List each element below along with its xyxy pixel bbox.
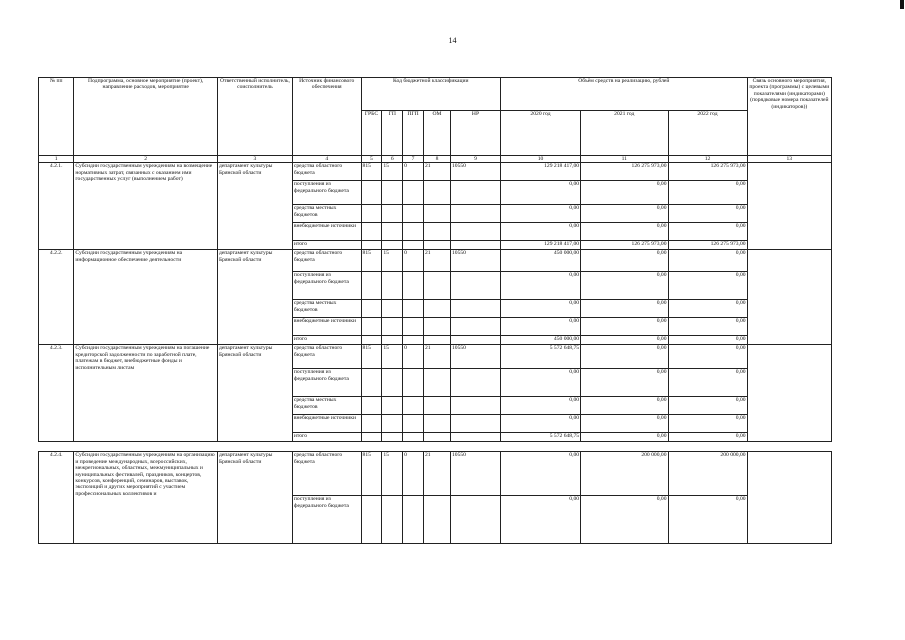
code-empty (403, 433, 424, 442)
amount-2020: 0,00 (500, 205, 580, 223)
amount-2021: 0,00 (581, 250, 668, 272)
amount-2020: 129 218 417,00 (500, 241, 580, 250)
funding-source: поступления из федерального бюджета (292, 181, 361, 205)
code-empty (423, 336, 450, 345)
amount-2021: 0,00 (581, 345, 668, 369)
index-cell: 3 (217, 156, 292, 163)
amount-2021: 0,00 (581, 415, 668, 433)
program-name: Субсидии государственным учреждениям на организацию и проведение международных, всероссийских, межрегиональных, областных, межмуниципальных и муниципальных фестивалей, праздников, концертов, конкурсов, конференций, семинаров, выставок, экспозиций и других мероприятий с участием профессиональных коллективов и (74, 452, 218, 544)
indicator-link (747, 345, 831, 442)
program-name: Субсидии государственным учреждениям на возмещение нормативных затрат, связанных с оказанием ими государственных услуг (выполнением работ) (74, 163, 218, 250)
code-empty (403, 181, 424, 205)
code-empty (423, 318, 450, 336)
amount-2020: 5 572 648,75 (500, 433, 580, 442)
amount-2020: 0,00 (500, 223, 580, 241)
code-empty (382, 336, 403, 345)
amount-2022: 0,00 (668, 345, 747, 369)
amount-2022: 0,00 (668, 433, 747, 442)
funding-source: итого (292, 433, 361, 442)
header-pgp: ПГП (403, 111, 424, 156)
table-row (39, 163, 832, 181)
row-number: 4.2.1. (39, 163, 74, 250)
executor: департамент культуры Брянской области (217, 250, 292, 345)
funding-source: средства областного бюджета (292, 452, 361, 496)
row-number: 4.2.2. (39, 250, 74, 345)
index-cell: 4 (292, 156, 361, 163)
amount-2022: 200 000,00 (668, 452, 747, 496)
indicator-link (747, 452, 831, 544)
code-empty (382, 223, 403, 241)
code-empty (450, 181, 500, 205)
code-empty (450, 433, 500, 442)
code-empty (361, 181, 382, 205)
code-empty (423, 496, 450, 544)
header-amount: Объём средств на реализацию, рублей (500, 78, 747, 111)
amount-2022: 0,00 (668, 336, 747, 345)
header-num: № пп (39, 78, 74, 156)
amount-2020: 450 000,00 (500, 336, 580, 345)
code-empty (382, 496, 403, 544)
index-cell: 5 (361, 156, 382, 163)
funding-source: средства областного бюджета (292, 345, 361, 369)
executor: департамент культуры Брянской области (217, 345, 292, 442)
code-empty (382, 181, 403, 205)
code-gp: 15 (382, 250, 403, 272)
code-empty (450, 415, 500, 433)
code-empty (450, 397, 500, 415)
row-number: 4.2.3. (39, 345, 74, 442)
header-year-2022: 2022 год (668, 111, 747, 156)
code-empty (361, 496, 382, 544)
code-grbs: 815 (361, 250, 382, 272)
code-empty (403, 205, 424, 223)
amount-2021: 126 275 973,00 (581, 163, 668, 181)
code-empty (382, 415, 403, 433)
funding-source: поступления из федерального бюджета (292, 496, 361, 544)
code-om: 21 (423, 250, 450, 272)
amount-2022: 126 275 973,00 (668, 163, 747, 181)
amount-2020: 450 000,00 (500, 250, 580, 272)
code-empty (450, 318, 500, 336)
code-nr: 10550 (450, 345, 500, 369)
code-empty (403, 336, 424, 345)
header-budget-code: Код бюджетной классификации (361, 78, 500, 111)
amount-2021: 0,00 (581, 181, 668, 205)
funding-source: средства областного бюджета (292, 250, 361, 272)
code-empty (423, 300, 450, 318)
header-nr: НР (450, 111, 500, 156)
funding-source: средства местных бюджетов (292, 397, 361, 415)
budget-table (38, 77, 832, 544)
code-empty (382, 205, 403, 223)
amount-2021: 0,00 (581, 223, 668, 241)
code-om: 21 (423, 163, 450, 181)
amount-2020: 129 218 417,00 (500, 163, 580, 181)
amount-2022: 0,00 (668, 300, 747, 318)
amount-2020: 0,00 (500, 369, 580, 397)
program-name: Субсидии государственным учреждениям на погашение кредиторской задолженности по заработной плате, платежам в бюджет, внебюджетные фонды и исполнительным листам (74, 345, 218, 442)
code-gp: 15 (382, 345, 403, 369)
amount-2022: 0,00 (668, 223, 747, 241)
amount-2021: 200 000,00 (581, 452, 668, 496)
row-number: 4.2.4. (39, 452, 74, 544)
spacer-cell (39, 442, 832, 452)
amount-2021: 0,00 (581, 369, 668, 397)
indicator-link (747, 163, 831, 250)
code-empty (382, 369, 403, 397)
amount-2020: 0,00 (500, 397, 580, 415)
code-empty (382, 300, 403, 318)
amount-2020: 0,00 (500, 181, 580, 205)
code-empty (382, 272, 403, 300)
funding-source: внебюджетные источники (292, 318, 361, 336)
funding-source: поступления из федерального бюджета (292, 369, 361, 397)
code-empty (423, 181, 450, 205)
code-empty (403, 318, 424, 336)
code-empty (403, 223, 424, 241)
table-row (39, 250, 832, 272)
funding-source: итого (292, 336, 361, 345)
amount-2022: 0,00 (668, 369, 747, 397)
funding-source: внебюджетные источники (292, 223, 361, 241)
amount-2021: 0,00 (581, 205, 668, 223)
amount-2021: 0,00 (581, 336, 668, 345)
code-empty (403, 272, 424, 300)
code-empty (382, 318, 403, 336)
code-empty (403, 397, 424, 415)
code-empty (403, 300, 424, 318)
amount-2021: 0,00 (581, 272, 668, 300)
amount-2021: 0,00 (581, 433, 668, 442)
code-grbs: 815 (361, 345, 382, 369)
code-empty (450, 300, 500, 318)
executor: департамент культуры Брянской области (217, 163, 292, 250)
code-empty (403, 496, 424, 544)
code-pgp: 0 (403, 345, 424, 369)
funding-source: поступления из федерального бюджета (292, 272, 361, 300)
index-cell: 12 (668, 156, 747, 163)
code-empty (382, 397, 403, 415)
code-empty (403, 415, 424, 433)
code-nr: 10550 (450, 250, 500, 272)
code-empty (423, 433, 450, 442)
index-cell: 7 (403, 156, 424, 163)
code-grbs: 815 (361, 452, 382, 496)
code-empty (423, 369, 450, 397)
code-empty (361, 223, 382, 241)
header-source: Источник финансового обеспечения (292, 78, 361, 156)
code-empty (403, 241, 424, 250)
code-pgp: 0 (403, 250, 424, 272)
code-empty (382, 241, 403, 250)
header-link: Связь основного мероприятия, проекта (программы) с целевыми показателями (индикаторами) (порядковые номера показателей (индикаторов)) (747, 78, 831, 156)
index-cell: 10 (500, 156, 580, 163)
program-name: Субсидии государственным учреждениям на информационное обеспечение деятельности (74, 250, 218, 345)
code-empty (423, 415, 450, 433)
code-empty (450, 272, 500, 300)
code-empty (361, 433, 382, 442)
code-empty (450, 369, 500, 397)
header-year-2020: 2020 год (500, 111, 580, 156)
table-row (39, 345, 832, 369)
amount-2021: 0,00 (581, 318, 668, 336)
code-nr: 10550 (450, 163, 500, 181)
code-empty (361, 415, 382, 433)
code-empty (450, 241, 500, 250)
amount-2022: 0,00 (668, 205, 747, 223)
code-gp: 15 (382, 163, 403, 181)
table-body (39, 156, 832, 544)
amount-2020: 0,00 (500, 415, 580, 433)
amount-2022: 126 275 973,00 (668, 241, 747, 250)
code-empty (361, 397, 382, 415)
code-empty (423, 397, 450, 415)
amount-2021: 0,00 (581, 496, 668, 544)
amount-2020: 0,00 (500, 318, 580, 336)
code-nr: 10550 (450, 452, 500, 496)
amount-2022: 0,00 (668, 250, 747, 272)
code-empty (361, 336, 382, 345)
funding-source: средства местных бюджетов (292, 205, 361, 223)
index-cell: 13 (747, 156, 831, 163)
header-executor: Ответственный исполнитель, соисполнитель (217, 78, 292, 156)
amount-2021: 126 275 973,00 (581, 241, 668, 250)
index-cell: 6 (382, 156, 403, 163)
amount-2020: 0,00 (500, 452, 580, 496)
funding-source: средства областного бюджета (292, 163, 361, 181)
header-grbs: ГРБС (361, 111, 382, 156)
code-empty (423, 223, 450, 241)
amount-2020: 5 572 648,75 (500, 345, 580, 369)
code-empty (450, 496, 500, 544)
executor: департамент культуры Брянской области (217, 452, 292, 544)
header-year-2021: 2021 год (581, 111, 668, 156)
code-empty (450, 223, 500, 241)
amount-2022: 0,00 (668, 181, 747, 205)
index-cell: 8 (423, 156, 450, 163)
amount-2021: 0,00 (581, 397, 668, 415)
amount-2022: 0,00 (668, 318, 747, 336)
code-empty (382, 433, 403, 442)
code-empty (423, 272, 450, 300)
code-pgp: 0 (403, 452, 424, 496)
code-empty (361, 241, 382, 250)
code-empty (450, 336, 500, 345)
index-row (39, 156, 832, 163)
indicator-link (747, 250, 831, 345)
page-number: 14 (448, 36, 457, 45)
header-program: Подпрограмма, основное мероприятие (проект), направление расходов, мероприятие (74, 78, 218, 156)
spacer-row (39, 442, 832, 452)
amount-2022: 0,00 (668, 496, 747, 544)
code-pgp: 0 (403, 163, 424, 181)
index-cell: 2 (74, 156, 218, 163)
code-om: 21 (423, 345, 450, 369)
code-empty (403, 369, 424, 397)
code-empty (361, 369, 382, 397)
amount-2022: 0,00 (668, 415, 747, 433)
code-empty (361, 300, 382, 318)
code-empty (361, 318, 382, 336)
code-om: 21 (423, 452, 450, 496)
header-om: ОМ (423, 111, 450, 156)
code-empty (361, 205, 382, 223)
code-empty (423, 241, 450, 250)
header-gp: ГП (382, 111, 403, 156)
funding-source: внебюджетные источники (292, 415, 361, 433)
code-empty (423, 205, 450, 223)
amount-2022: 0,00 (668, 272, 747, 300)
funding-source: итого (292, 241, 361, 250)
amount-2020: 0,00 (500, 300, 580, 318)
amount-2022: 0,00 (668, 397, 747, 415)
code-empty (361, 272, 382, 300)
index-cell: 1 (39, 156, 74, 163)
code-empty (450, 205, 500, 223)
amount-2021: 0,00 (581, 300, 668, 318)
amount-2020: 0,00 (500, 496, 580, 544)
amount-2020: 0,00 (500, 272, 580, 300)
corner-mark (900, 0, 904, 9)
funding-source: средства местных бюджетов (292, 300, 361, 318)
code-gp: 15 (382, 452, 403, 496)
code-grbs: 815 (361, 163, 382, 181)
index-cell: 11 (581, 156, 668, 163)
table-row (39, 452, 832, 496)
index-cell: 9 (450, 156, 500, 163)
